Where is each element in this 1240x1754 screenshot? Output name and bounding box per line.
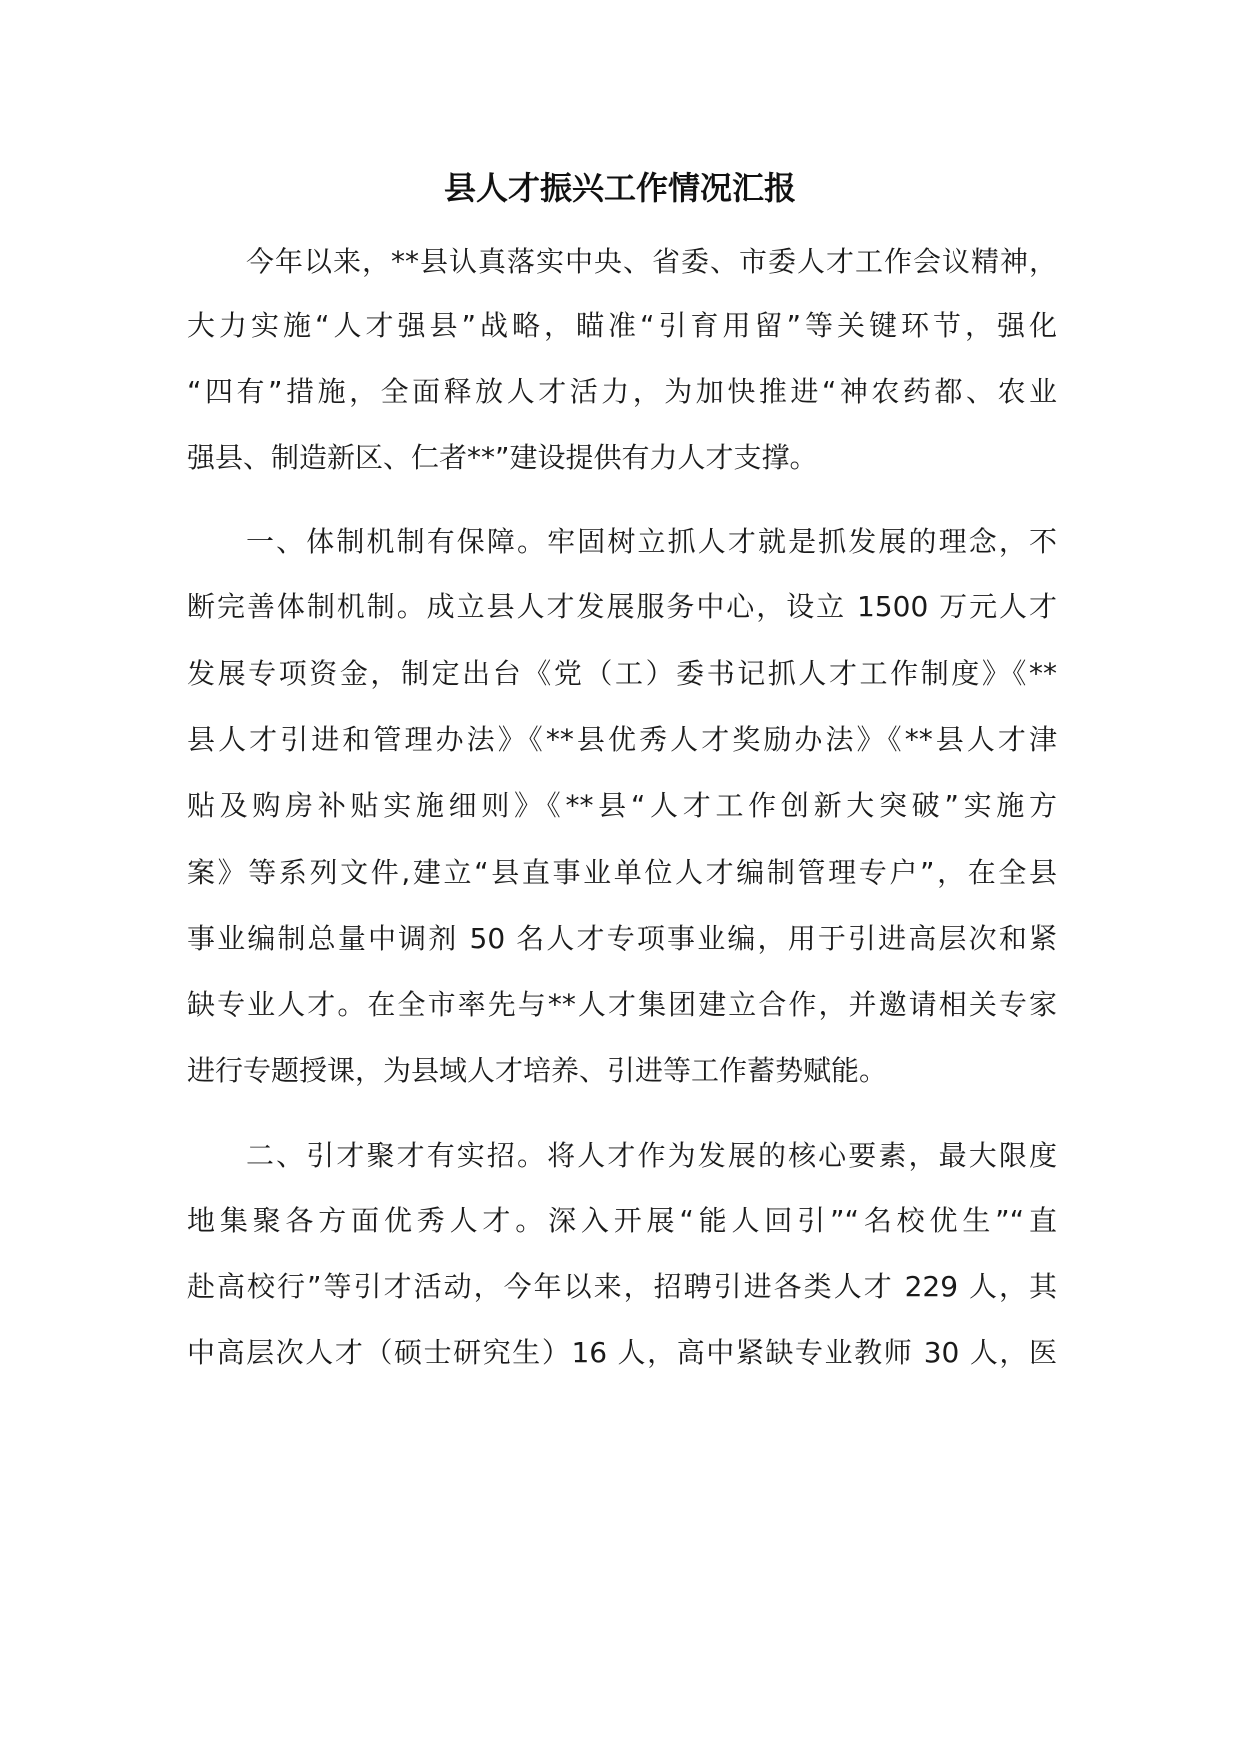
text-line: 地集聚各方面优秀人才。深入开展“能人回引”“名校优生”“直 (187, 1204, 1057, 1237)
text-line: 案》等系列文件,建立“县直事业单位人才编制管理专户”，在全县 (187, 856, 1057, 889)
text-line: 县人才引进和管理办法》《**县优秀人才奖励办法》《**县人才津 (187, 723, 1057, 756)
text-line: 贴及购房补贴实施细则》《**县“人才工作创新大突破”实施方 (187, 789, 1057, 822)
text-line: 断完善体制机制。成立县人才发展服务中心，设立 1500 万元人才 (187, 590, 1057, 623)
text-line: 二、引才聚才有实招。将人才作为发展的核心要素，最大限度 (246, 1139, 1057, 1172)
text-line: 一、体制机制有保障。牢固树立抓人才就是抓发展的理念，不 (246, 525, 1057, 558)
text-line: 强县、制造新区、仁者**”建设提供有力人才支撑。 (187, 441, 818, 474)
text-line: “四有”措施，全面释放人才活力，为加快推进“神农药都、农业 (187, 375, 1057, 408)
text-line: 今年以来，**县认真落实中央、省委、市委人才工作会议精神， (246, 245, 1057, 278)
text-line: 进行专题授课，为县域人才培养、引进等工作蓄势赋能。 (187, 1054, 888, 1087)
text-line: 赴高校行”等引才活动，今年以来，招聘引进各类人才 229 人，其 (187, 1270, 1057, 1303)
text-line: 发展专项资金，制定出台《党（工）委书记抓人才工作制度》《** (187, 657, 1057, 690)
text-line: 事业编制总量中调剂 50 名人才专项事业编，用于引进高层次和紧 (187, 922, 1057, 955)
document-title: 县人才振兴工作情况汇报 (443, 169, 796, 207)
text-line: 大力实施“人才强县”战略，瞄准“引育用留”等关键环节，强化 (187, 309, 1057, 342)
text-line: 中高层次人才（硕士研究生）16 人，高中紧缺专业教师 30 人，医 (187, 1336, 1057, 1369)
text-line: 缺专业人才。在全市率先与**人才集团建立合作，并邀请相关专家 (187, 988, 1057, 1021)
